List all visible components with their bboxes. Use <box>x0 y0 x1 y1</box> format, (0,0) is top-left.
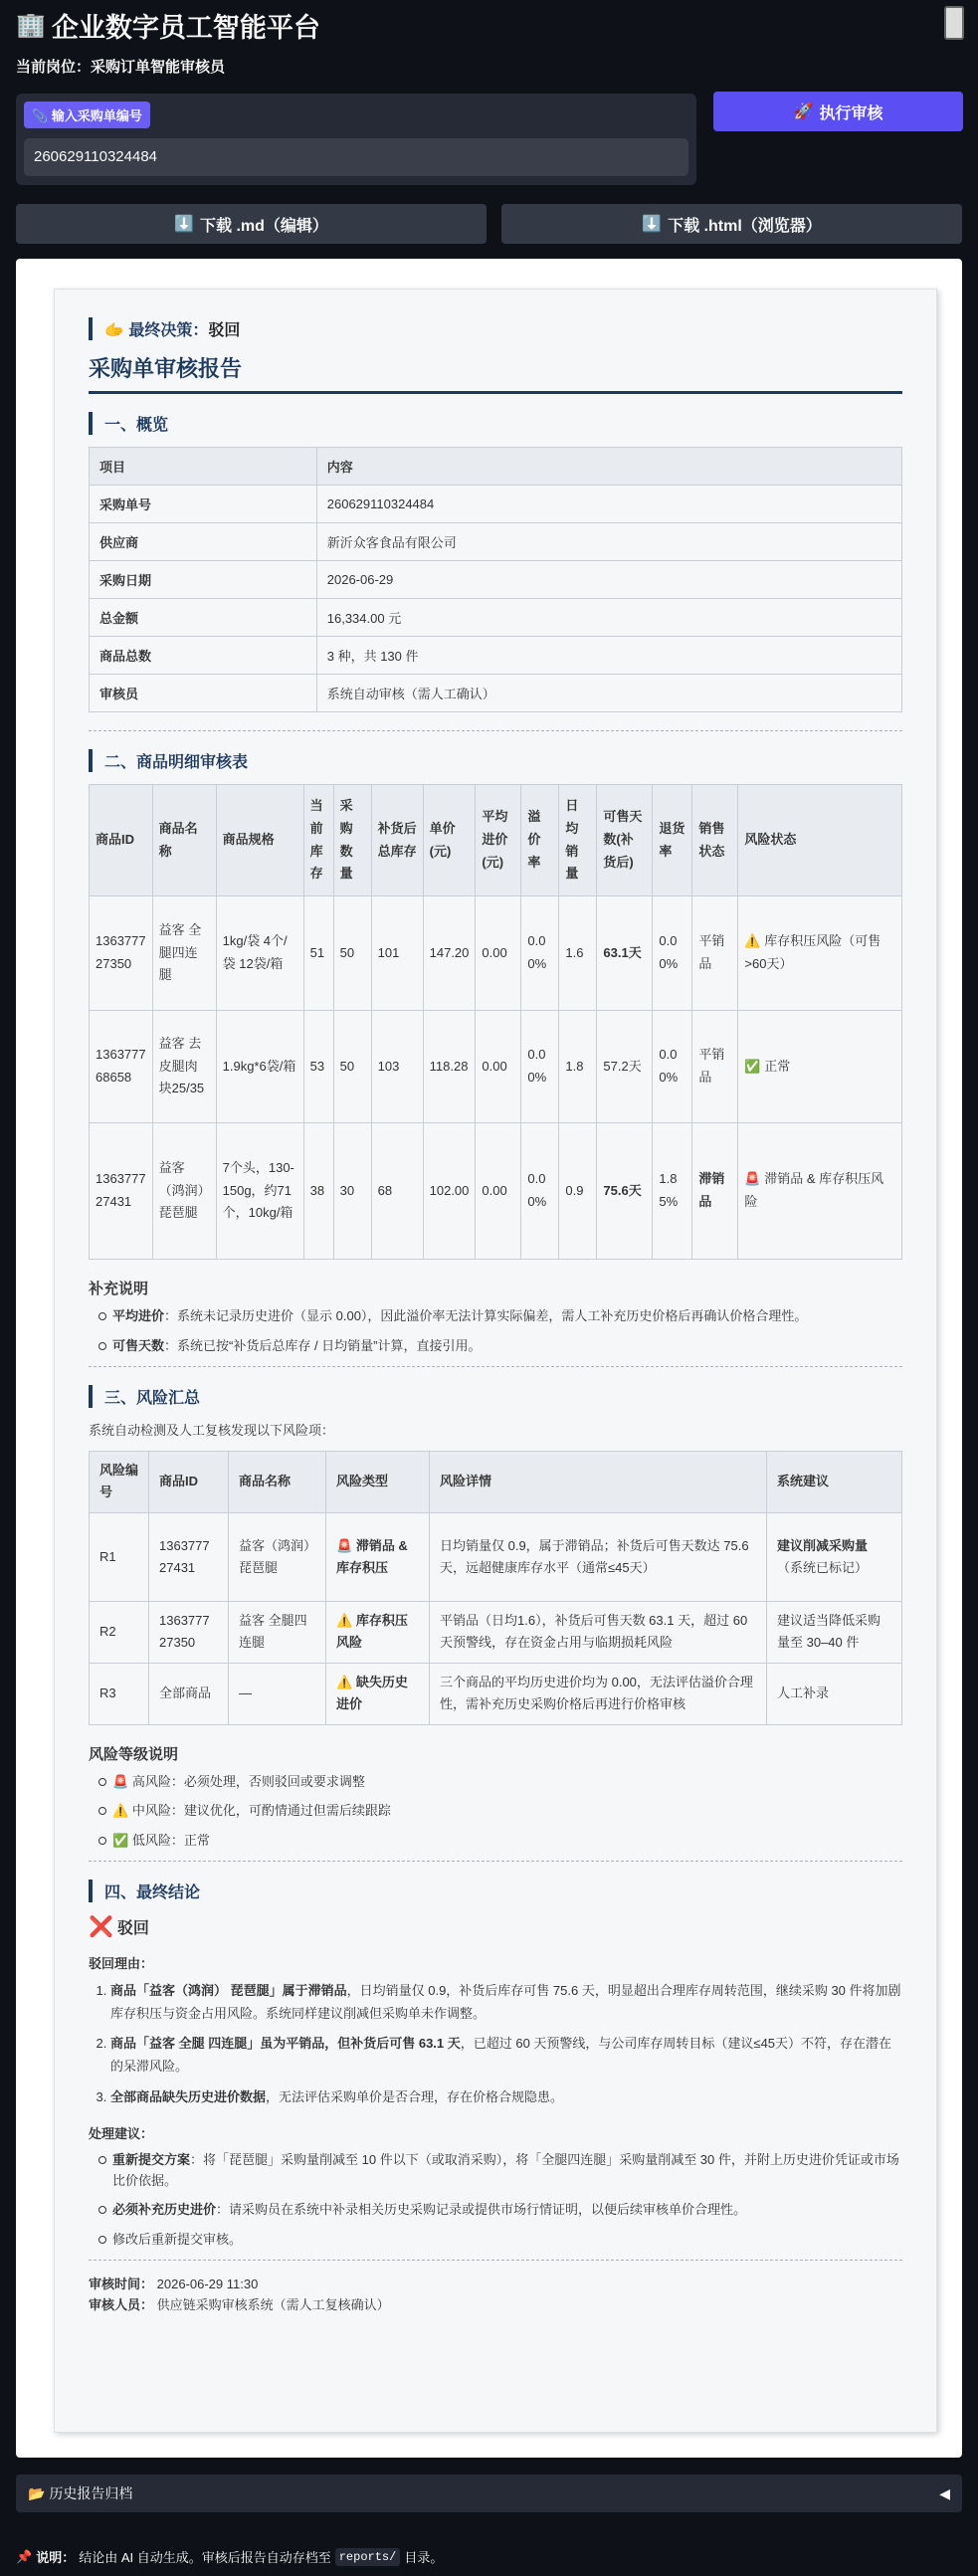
review-meta <box>89 2275 902 2316</box>
section-conclusion: 四、最终结论 <box>89 1880 902 1902</box>
overview-header: 项目 <box>90 448 317 486</box>
cell-return: 0.0 0% <box>653 1011 692 1123</box>
section-risk: 三、风险汇总 <box>89 1385 902 1408</box>
cell-price: 147.20 <box>423 896 476 1011</box>
advice-text: 修改后重新提交审核。 <box>112 2232 243 2248</box>
position-label: 当前岗位：采购订单智能审核员 <box>16 59 226 76</box>
level-text: 中风险：建议优化，可酌情通过但需后续跟踪 <box>131 1803 391 1819</box>
reason-list <box>89 1980 902 2109</box>
supp-key: 平均进价 <box>112 1308 165 1323</box>
advice-list <box>89 2150 902 2251</box>
decision-value: 驳回 <box>208 322 241 339</box>
risk-id: 全部商品 <box>149 1663 229 1724</box>
risk-id: 1363777 27350 <box>149 1601 229 1663</box>
overview-value: 新沂众客食品有限公司 <box>316 523 901 561</box>
cell-return: 1.8 5% <box>653 1123 692 1260</box>
cell-id: 1363777 27431 <box>90 1123 153 1260</box>
table-row <box>90 637 902 675</box>
warning-icon: ⚠️ <box>744 933 761 949</box>
risk-type-text: 库存积压风险 <box>336 1613 408 1651</box>
cell-risk <box>738 896 902 1011</box>
risk-level-title: 风险等级说明 <box>89 1745 179 1763</box>
review-time: 2026-06-29 11:30 <box>156 2276 259 2291</box>
risk-type <box>326 1663 430 1724</box>
list-item <box>98 1336 902 1357</box>
report-title: 采购单审核报告 <box>89 352 902 394</box>
supp-text: ：系统未记录历史进价（显示 0.00），因此溢价率无法计算实际偏差，需人工补充历史价格后再确认价格合理性。 <box>164 1308 808 1323</box>
cell-premium: 0.0 0% <box>521 1123 559 1260</box>
overview-key: 审核员 <box>90 675 317 712</box>
order-input-label-text: 输入采购单编号 <box>51 108 142 123</box>
cell-risk <box>738 1011 902 1123</box>
overview-value: 260629110324484 <box>316 486 901 523</box>
risk-type <box>326 1512 430 1601</box>
note-tail: 目录。 <box>404 2550 444 2565</box>
verdict <box>89 1914 902 1939</box>
cell-risk <box>738 1123 902 1260</box>
hand-icon: 🫱 <box>104 322 124 339</box>
paperclip-icon: 📎 <box>32 108 49 123</box>
download-md-button[interactable] <box>16 204 487 244</box>
risk-name: — <box>229 1663 326 1724</box>
warning-icon: ⚠️ <box>112 1803 129 1819</box>
cell-id: 1363777 27350 <box>90 896 153 1011</box>
overview-key: 商品总数 <box>90 637 317 675</box>
cross-icon: ❌ <box>89 1915 113 1938</box>
overview-value: 2026-06-29 <box>316 561 901 599</box>
risk-name: 益客 全腿四连腿 <box>229 1601 326 1663</box>
cell-name: 益客（鸿润）琵琶腿 <box>152 1123 216 1260</box>
app-title-text: 企业数字员工智能平台 <box>51 13 320 43</box>
execute-label: 执行审核 <box>819 104 883 122</box>
history-label <box>28 2483 132 2503</box>
order-input-label <box>24 101 150 128</box>
table-row <box>90 523 902 561</box>
footer-note <box>16 2547 443 2566</box>
detail-header: 平均进价(元) <box>476 785 521 896</box>
reason-text: ，已超过 60 天预警线，与公司库存周转目标（建议≤45天）不符，存在潜在的呆滞风险。 <box>110 2036 892 2075</box>
cell-avg: 0.00 <box>476 896 521 1011</box>
cell-name: 益客 全腿四连腿 <box>152 896 216 1011</box>
table-row <box>90 561 902 599</box>
menu-button[interactable] <box>944 6 964 40</box>
cell-premium: 0.0 0% <box>521 1011 559 1123</box>
chevron-left-icon[interactable]: ◀ <box>939 2484 950 2501</box>
overview-value: 系统自动审核（需人工确认） <box>316 675 901 712</box>
table-row <box>90 1011 902 1123</box>
alarm-icon: 🚨 <box>112 1773 129 1789</box>
detail-header: 销售状态 <box>692 785 738 896</box>
cell-spec: 1.9kg*6袋/箱 <box>216 1011 303 1123</box>
detail-header: 商品ID <box>90 785 153 896</box>
overview-table <box>89 447 902 712</box>
list-item <box>98 2200 902 2221</box>
list-item <box>98 1801 902 1822</box>
warning-icon: ⚠️ <box>336 1613 353 1628</box>
risk-header: 风险详情 <box>430 1451 767 1512</box>
risk-id: 1363777 27431 <box>149 1512 229 1601</box>
note-code: reports/ <box>335 2548 401 2566</box>
cell-qty: 30 <box>333 1123 371 1260</box>
divider <box>89 730 902 731</box>
cell-status: 平销品 <box>692 896 738 1011</box>
history-archive-expander[interactable] <box>16 2475 962 2512</box>
download-icon: ⬇️ <box>174 216 194 233</box>
execute-review-button[interactable] <box>713 92 963 131</box>
supplement-title: 补充说明 <box>89 1281 149 1297</box>
reason-bold: 全部商品缺失历史进价数据 <box>110 2088 267 2104</box>
overview-header: 内容 <box>316 448 901 486</box>
list-item <box>98 1831 902 1852</box>
list-item <box>110 1980 902 2026</box>
cell-days: 75.6天 <box>597 1123 653 1260</box>
detail-header: 日均销量 <box>559 785 597 896</box>
overview-key: 采购日期 <box>90 561 317 599</box>
note-label: 说明： <box>36 2550 76 2565</box>
cell-spec: 1kg/袋 4个/袋 12袋/箱 <box>216 896 303 1011</box>
pin-icon: 📌 <box>16 2548 33 2564</box>
detail-header: 商品规格 <box>216 785 303 896</box>
detail-header: 当前库存 <box>303 785 333 896</box>
risk-header: 商品名称 <box>229 1451 326 1512</box>
reviewer: 供应链采购审核系统（需人工复核确认） <box>156 2296 390 2312</box>
reviewer-label: 审核人员： <box>89 2296 154 2312</box>
overview-key: 供应商 <box>90 523 317 561</box>
order-input-panel <box>16 94 696 185</box>
reason-label: 驳回理由： <box>89 1955 154 1971</box>
cell-total: 101 <box>371 896 423 1011</box>
risk-type-text: 滞销品 & 库存积压 <box>336 1537 408 1575</box>
rocket-icon: 🚀 <box>793 103 814 120</box>
cell-qty: 50 <box>333 1011 371 1123</box>
report-card <box>54 289 937 2433</box>
list-item <box>110 2033 902 2079</box>
list-item <box>110 2086 902 2109</box>
detail-header: 商品名称 <box>152 785 216 896</box>
download-md-label: 下载 .md（编辑） <box>200 217 328 235</box>
risk-suggestion-note: （系统已标记） <box>777 1559 869 1575</box>
risk-suggestion <box>767 1512 902 1601</box>
risk-suggestion: 人工补录 <box>767 1663 902 1724</box>
advice-text: ：将「琵琶腿」采购量削减至 10 件以下（或取消采购），将「全腿四连腿」采购量削减至 30 件，并附上历史进价凭证或市场比价依据。 <box>112 2151 899 2188</box>
list-item <box>98 2150 902 2192</box>
risk-name: 益客（鸿润）琵琶腿 <box>229 1512 326 1601</box>
supp-key: 可售天数 <box>112 1337 165 1353</box>
cell-premium: 0.0 0% <box>521 896 559 1011</box>
report-frame <box>16 259 962 2458</box>
final-decision <box>89 317 902 340</box>
cell-total: 103 <box>371 1011 423 1123</box>
risk-type-text: 缺失历史进价 <box>336 1675 408 1712</box>
decision-label: 最终决策： <box>128 322 209 339</box>
divider <box>89 1861 902 1862</box>
review-time-label: 审核时间： <box>89 2276 154 2291</box>
risk-no: R3 <box>90 1663 149 1724</box>
table-row <box>90 1512 902 1601</box>
risk-header: 系统建议 <box>767 1451 902 1512</box>
overview-value: 16,334.00 元 <box>316 599 901 637</box>
list-item <box>98 2230 902 2251</box>
history-text: 历史报告归档 <box>49 2485 133 2501</box>
folder-icon: 📂 <box>28 2485 46 2501</box>
app-title <box>16 6 320 45</box>
divider <box>89 2260 902 2261</box>
risk-no: R1 <box>90 1512 149 1601</box>
alarm-icon: 🚨 <box>336 1537 353 1553</box>
cell-status: 滞销品 <box>692 1123 738 1260</box>
cell-avg: 0.00 <box>476 1123 521 1260</box>
section-detail: 二、商品明细审核表 <box>89 749 902 772</box>
risk-detail: 三个商品的平均历史进价均为 0.00，无法评估溢价合理性，需补充历史采购价格后再进行价格审核 <box>430 1663 767 1724</box>
risk-table <box>89 1451 902 1725</box>
advice-bold: 重新提交方案 <box>112 2151 191 2167</box>
detail-header: 采购数量 <box>333 785 371 896</box>
cell-name: 益客 去皮腿肉块25/35 <box>152 1011 216 1123</box>
table-row <box>90 599 902 637</box>
cell-return: 0.0 0% <box>653 896 692 1011</box>
cell-price: 102.00 <box>423 1123 476 1260</box>
table-row <box>90 486 902 523</box>
risk-text: 正常 <box>764 1058 791 1074</box>
detail-header: 退货率 <box>653 785 692 896</box>
section-overview: 一、概览 <box>89 412 902 435</box>
verdict-text: 驳回 <box>116 1919 149 1937</box>
reason-bold: 商品「益客 全腿 四连腿」虽为平销品，但补货后可售 63.1 天 <box>110 2036 461 2052</box>
alarm-icon: 🚨 <box>744 1171 761 1187</box>
risk-no: R2 <box>90 1601 149 1663</box>
risk-detail: 平销品（日均1.6），补货后可售天数 63.1 天，超过 60 天预警线，存在资金占用与临期损耗风险 <box>430 1601 767 1663</box>
detail-header: 补货后总库存 <box>371 785 423 896</box>
cell-qty: 50 <box>333 896 371 1011</box>
reason-text: ，日均销量仅 0.9，补货后库存可售 75.6 天，明显超出合理库存周转范围，继续采购 30 件将加剧库存积压与资金占用风险。系统同样建议削减但采购单未作调整。 <box>110 1982 901 2021</box>
risk-text: 滞销品 & 库存积压风险 <box>744 1171 884 1209</box>
cell-id: 1363777 68658 <box>90 1011 153 1123</box>
detail-header: 可售天数(补货后) <box>597 785 653 896</box>
table-row <box>90 1123 902 1260</box>
order-number-input[interactable]: 260629110324484 <box>24 138 688 176</box>
risk-header: 风险类型 <box>326 1451 430 1512</box>
advice-label: 处理建议： <box>89 2125 154 2141</box>
table-row <box>90 675 902 712</box>
check-icon: ✅ <box>112 1833 129 1849</box>
check-icon: ✅ <box>744 1058 761 1074</box>
cell-total: 68 <box>371 1123 423 1260</box>
cell-price: 118.28 <box>423 1011 476 1123</box>
download-html-label: 下载 .html（浏览器） <box>668 217 822 235</box>
cell-days: 63.1天 <box>597 896 653 1011</box>
cell-stock: 38 <box>303 1123 333 1260</box>
risk-header: 商品ID <box>149 1451 229 1512</box>
advice-bold: 必须补充历史进价 <box>112 2202 217 2218</box>
advice-text: ：请采购员在系统中补录相关历史采购记录或提供市场行情证明，以便后续审核单价合理性。 <box>216 2202 747 2218</box>
list-item <box>98 1306 902 1327</box>
cell-daily: 1.8 <box>559 1011 597 1123</box>
cell-daily: 0.9 <box>559 1123 597 1260</box>
table-row <box>90 1601 902 1663</box>
download-html-button[interactable] <box>501 204 962 244</box>
detail-header: 单价(元) <box>423 785 476 896</box>
risk-text: 库存积压风险（可售>60天） <box>744 933 881 971</box>
note-text: 结论由 AI 自动生成。审核后报告自动存档至 <box>79 2550 331 2565</box>
cell-days: 57.2天 <box>597 1011 653 1123</box>
risk-suggestion-text: 建议削减采购量 <box>777 1537 869 1553</box>
cell-status: 平销品 <box>692 1011 738 1123</box>
overview-value: 3 种，共 130 件 <box>316 637 901 675</box>
level-text: 高风险：必须处理，否则驳回或要求调整 <box>131 1773 365 1789</box>
detail-table <box>89 784 902 1260</box>
supplement-list <box>89 1306 902 1357</box>
supp-text: ：系统已按“补货后总库存 / 日均销量”计算，直接引用。 <box>164 1337 482 1353</box>
cell-avg: 0.00 <box>476 1011 521 1123</box>
cell-daily: 1.6 <box>559 896 597 1011</box>
cell-stock: 51 <box>303 896 333 1011</box>
download-icon: ⬇️ <box>642 216 663 233</box>
risk-level-list <box>89 1772 902 1852</box>
risk-header: 风险编号 <box>90 1451 149 1512</box>
table-row <box>90 896 902 1011</box>
divider <box>89 1366 902 1367</box>
overview-key: 总金额 <box>90 599 317 637</box>
detail-header: 溢价率 <box>521 785 559 896</box>
cell-spec: 7个头，130-150g，约71个，10kg/箱 <box>216 1123 303 1260</box>
table-row <box>90 1663 902 1724</box>
risk-intro: 系统自动检测及人工复核发现以下风险项： <box>89 1422 335 1438</box>
risk-suggestion: 建议适当降低采购量至 30–40 件 <box>767 1601 902 1663</box>
list-item <box>98 1772 902 1793</box>
reason-bold: 商品「益客（鸿润） 琵琶腿」属于滞销品 <box>110 1982 347 1998</box>
detail-header: 风险状态 <box>738 785 902 896</box>
level-text: 低风险：正常 <box>131 1833 210 1849</box>
risk-detail: 日均销量仅 0.9，属于滞销品；补货后可售天数达 75.6 天，远超健康库存水平（通常≤45天） <box>430 1512 767 1601</box>
building-icon: 🏢 <box>16 12 46 39</box>
risk-type <box>326 1601 430 1663</box>
reason-text: ，无法评估采购单价是否合理，存在价格合规隐患。 <box>266 2088 564 2104</box>
overview-key: 采购单号 <box>90 486 317 523</box>
cell-stock: 53 <box>303 1011 333 1123</box>
warning-icon: ⚠️ <box>336 1675 353 1689</box>
